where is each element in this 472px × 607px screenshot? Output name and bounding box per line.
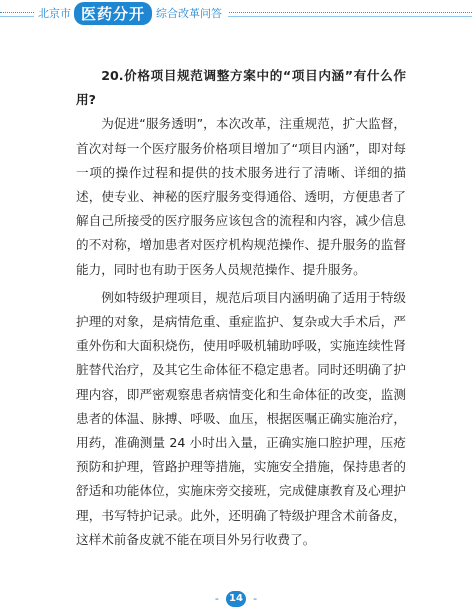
answer-paragraph-1: 为促进“服务透明”，本次改革，注重规范，扩大监督，首次对每一个医疗服务价格项目增加了“项目内涵”，即对每一项的操作过程和提供的技术服务进行了清晰、详细的描述，使专业、神秘的医疗服务变得通俗、透明，方便患者了解自己所接受的医疗服务应该包含的流程和内容，减少信息的不对称，增加患者对医疗机构规范操作、提升服务的监督能力，同时也有助于医务人员规范操作、提升服务。 <box>76 116 406 277</box>
article-body <box>76 64 406 552</box>
page-header <box>0 0 472 26</box>
header-logo: 医药分开 <box>74 2 152 25</box>
header-city: 北京市 <box>38 7 71 20</box>
header-subtitle: 综合改革问答 <box>156 7 223 20</box>
footer-dash-left: - <box>214 592 219 605</box>
page-footer <box>0 588 472 606</box>
header-banner <box>34 2 228 24</box>
page-number: 14 <box>226 591 246 607</box>
question-heading: 20.价格项目规范调整方案中的“项目内涵”有什么作用? <box>76 68 406 108</box>
answer-paragraph-2: 例如特级护理项目，规范后项目内涵明确了适用于特级护理的对象，是病情危重、重症监护、复杂或大手术后，严重外伤和大面积烧伤，使用呼吸机辅助呼吸，实施连续性肾脏替代治疗，及其它生命体征不稳定患者。同时还明确了护理内容，即严密观察患者病情变化和生命体征的改变，监测患者的体温、脉搏、呼吸、血压，根据医嘱正确实施治疗，用药，准确测量 24 小时出入量，正确实施口腔护理，压疮预防和护理，管路护理等措施，实施安全措施，保持患者的舒适和功能体位，实施床旁交接班，完成健康教育及心理护理，书写特护记录。此外，还明确了特级护理含术前备皮，这样术前备皮就不能在项目外另行收费了。 <box>76 289 406 547</box>
footer-dash-right: - <box>253 592 258 605</box>
